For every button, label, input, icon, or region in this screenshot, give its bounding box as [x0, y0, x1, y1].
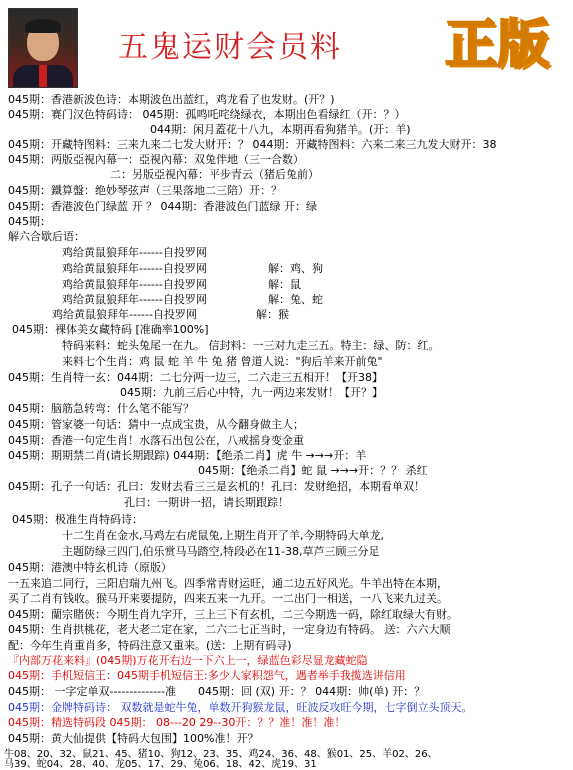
- line-xiehouyu-heading: 解六合歇后语：: [8, 230, 85, 243]
- line-gold-code-poem: 045期：金牌特码诗： 双数就是蛇牛兔，单数开狗猴龙鼠，旺波反攻旺今期，七字倒立头顶天。: [8, 701, 473, 714]
- line-peach-blossom-note: 配：今年生肖重肖多，特码注意又重来。(送：上期有码寻): [8, 639, 292, 652]
- avatar-photo: [8, 8, 78, 88]
- line-kill-two-zodiacs: 045期：【绝杀二肖】蛇 鼠 →→→开：？？ 杀红: [198, 464, 428, 477]
- line-sms-king: 045期：手机短信王：045期手机短信王:多少人家积怨气，遇者举手我揽选讲信用: [8, 669, 406, 682]
- line-confucius-1: 045期：孔子一句话：孔曰：发财去看三三是玄机的！孔曰：发财绝招，本期看单双！: [8, 480, 425, 493]
- line-atv-inside-2: 二：另版亞視內幕：平步青云（猪后兔前）: [110, 168, 319, 181]
- page-title: 五鬼运财会员料: [118, 30, 342, 65]
- line-xiehouyu-3-answer: 解：鼠: [268, 278, 301, 291]
- line-nude-beauty-code: 045期：裸体美女藏特码 [准确率100%]: [12, 323, 209, 336]
- line-xiehouyu-2-answer: 解：鸡、狗: [268, 262, 323, 275]
- line-seven-zodiacs: 来料七个生肖：鸡 鼠 蛇 羊 牛 兔 猪 曾道人说："狗后羊来开前兔": [62, 355, 383, 368]
- line-xiehouyu-3: 鸡给黄鼠狼拜年------自投罗网: [62, 278, 207, 291]
- line-xiehouyu-4-answer: 解：兔、蛇: [268, 293, 323, 306]
- line-zodiac-poem-1: 十二生肖在金水,马鸡左右虎鼠兔,上期生肖开了羊,今期特码大单龙,: [62, 529, 384, 542]
- line-housekeeper-quote: 045期：管家婆一句话：猜中一点成宝贵，从今翻身做主人；: [8, 418, 304, 431]
- line-brain-teaser: 045期：脑筋急转弯：什么笔不能写？: [8, 402, 194, 415]
- line-hk-macau-poem-1: 一五来追二同行，三阳启瑞九州飞。四季常青财运旺，通二边五好风光。牛羊出特在本期，: [8, 577, 448, 590]
- line-big-surround-numbers-1: 牛08、20、32、鼠21、45、猪10、狗12、23、35、鸡24、36、48、猴01、25、羊02、26、: [4, 749, 438, 760]
- line-hk-macau-poem-2: 买了二肖有钱收。猴马开来要提防，四来五来一九开。一二出门一相送，一八飞来九过关。: [8, 592, 448, 605]
- line-sai-men-poem-prev: 044期：闲月蓋花十八九，本期再看狗猪羊。(开：羊): [150, 123, 411, 136]
- line-hk-wave-color-door: 045期：香港波色门绿蓝 开 ？ 044期：香港波色门蓝绿 开：绿: [8, 200, 317, 213]
- line-zodiac-special-2: 045期：九前三后心中特，九一两边来发财！【开？】: [120, 386, 383, 399]
- line-lanzong-gambler: 045期：蘭宗賭俠：今期生肖九字开，三上三下有玄机，二三今期选一码，除红取绿大有财。: [8, 608, 458, 621]
- line-xiehouyu-5: 鸡给黄鼠狼拜年------自投罗网: [52, 308, 197, 321]
- line-kaicang-chart: 045期：开藏特图料：三来九来二七发大财开：？ 044期：开藏特图料：六来二来三九发大财开：38: [8, 138, 497, 151]
- line-hk-one-sentence: 045期：香港一句定生肖！水落石出包公在，八戒摇身变金重: [8, 434, 304, 447]
- line-new-wave-color-poem: 045期：香港新波色诗：本期波色出蓝红，鸡龙看了也发财。(开？): [8, 93, 335, 106]
- line-sai-men-poem: 045期：赛门汉色特码诗： 045期：孤鸣吒咤绕绿衣，本期出色看绿红（开：？）: [8, 108, 406, 121]
- line-code-range: 045期：精选特码段 045期： 08---20 29--30开：？？准！准！准！: [8, 716, 346, 729]
- line-zodiac-poem-heading: 045期：极准生肖特码诗：: [12, 513, 143, 526]
- line-confucius-2: 孔曰：一期讲一招，请长期跟踪！: [124, 496, 289, 509]
- zhengban-stamp: 正版: [445, 15, 550, 75]
- line-xiehouyu-5-answer: 解：猴: [256, 308, 289, 321]
- avatar-tie: [39, 65, 47, 87]
- line-atv-inside-1: 045期：两版亞視內幕一：亞視內幕：双兔伴地（三一合数）: [8, 153, 304, 166]
- line-zodiac-peach-blossom: 045期：生肖拱桃花，老大老二定在家，二六二七正当时，一定身边有特码。 送：六六大顺: [8, 623, 451, 636]
- line-period-blank: 045期：: [8, 215, 51, 228]
- line-big-surround-numbers-2: 马39、蛇04、28、40、龙05、17、29、兔06、18、42、虎19、31: [4, 759, 317, 770]
- line-wanhua-material: 『内部万花来料』(045期)万花开右边一下六上一，绿蓝色彩尽显龙藏蛇隐: [8, 654, 368, 667]
- line-odd-even-results: 045期：回 (双) 开：？ 044期：帅(单) 开：？: [198, 685, 426, 698]
- line-xiehouyu-4: 鸡给黄鼠狼拜年------自投罗网: [62, 293, 207, 306]
- line-xiehouyu-2: 鸡给黄鼠狼拜年------自投罗网: [62, 262, 207, 275]
- line-xiehouyu-1: 鸡给黄鼠狼拜年------自投罗网: [62, 246, 207, 259]
- line-zodiac-poem-2: 主题防绿三四门,伯乐赏马马踏空,特段必在11-38,草芦三顾三分足: [62, 545, 380, 558]
- line-special-code-material: 特码来料：蛇头兔尾一在九。 信封料：一三对九走三五。特主：绿、防：红。: [62, 339, 440, 352]
- line-zodiac-special-1: 045期：生肖特一玄：044期：二七分两一边三，二六走三五相开！【开38】: [8, 371, 383, 384]
- line-hk-macau-poem-heading: 045期：港澳中特玄机诗（原版）: [8, 561, 172, 574]
- line-iron-abacus: 045期：鐵算盤：绝妙琴弦声（三果落地二三陪）开：？: [8, 184, 282, 197]
- avatar-hair: [25, 19, 61, 33]
- line-big-surround-heading: 045期：黄大仙提供【特码大包围】100%准！开？: [8, 732, 259, 745]
- line-odd-even-label: 045期： 一字定单双--------------准: [8, 685, 177, 698]
- line-ban-two-zodiacs: 045期：期期禁二肖(请长期跟踪) 044期：【绝杀二肖】虎 牛 →→→开：羊: [8, 449, 367, 462]
